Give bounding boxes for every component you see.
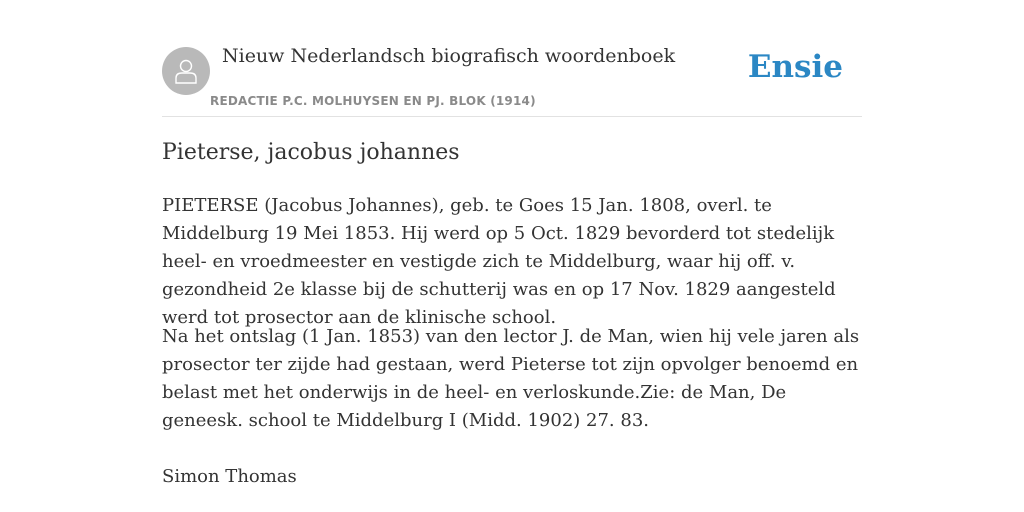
source-title[interactable]: Nieuw Nederlandsch biografisch woordenboek [222, 45, 676, 67]
ensie-logo[interactable]: Ensie [747, 49, 843, 85]
user-icon [174, 58, 198, 84]
article-container [162, 0, 862, 487]
source-avatar[interactable] [162, 47, 210, 95]
source-editors: REDACTIE P.C. MOLHUYSEN EN PJ. BLOK (1914) [210, 94, 536, 108]
entry-title: Pieterse, jacobus johannes [162, 140, 460, 165]
entry-paragraph: PIETERSE (Jacobus Johannes), geb. te Goes 15 Jan. 1808, overl. te Middelburg 19 Mei 1853. Hij werd op 5 Oct. 1829 bevorderd tot stedelijk heel- en vroedmeester en vestigde zich te Middelburg, waar hij off. v. gezondheid 2e klasse bij de schutterij was en op 17 Nov. 1829 aangesteld werd tot prosector aan de klinische school. [162, 195, 836, 328]
source-header [162, 0, 862, 117]
entry-author: Simon Thomas [162, 466, 297, 487]
entry-paragraph: Na het ontslag (1 Jan. 1853) van den lector J. de Man, wien hij vele jaren als prosector ter zijde had gestaan, werd Pieterse tot zijn opvolger benoemd en belast met het onderwijs in de heel- en verloskunde.Zie: de Man, De geneesk. school te Middelburg I (Midd. 1902) 27. 83. [162, 326, 860, 431]
